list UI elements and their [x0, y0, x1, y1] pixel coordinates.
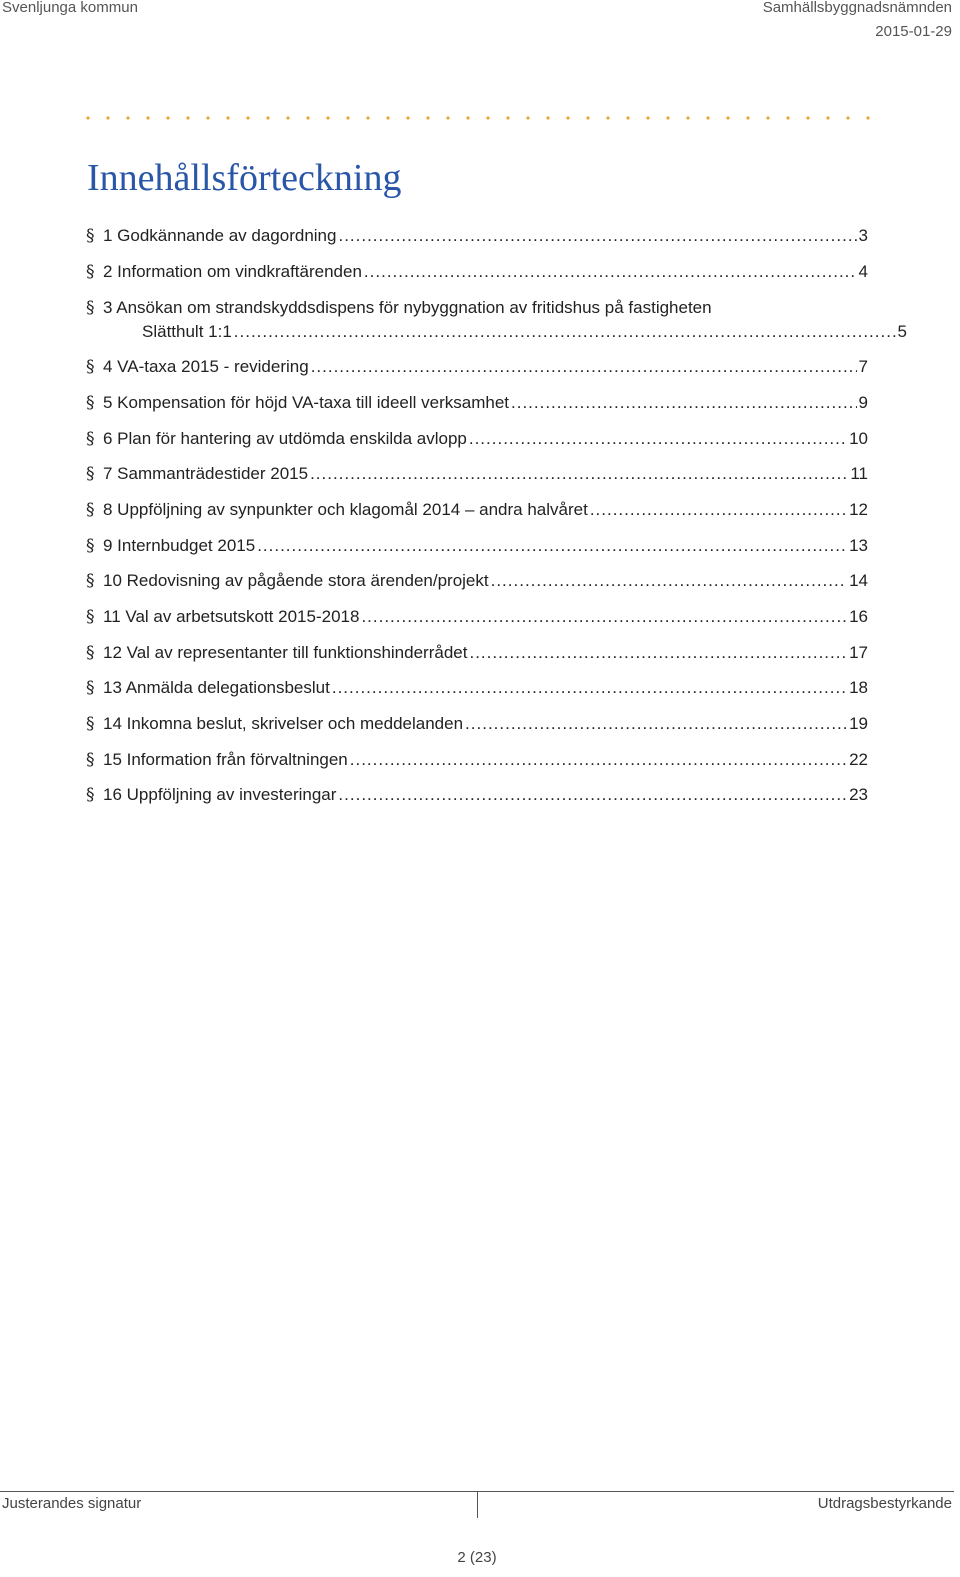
toc-item-title: 5 Kompensation för höjd VA-taxa till ideell verksamhet: [103, 393, 509, 412]
toc-item-page: 13: [849, 536, 868, 555]
section-icon: §: [86, 429, 95, 449]
toc-item-page: 4: [858, 262, 868, 281]
toc-item-page: 22: [849, 750, 868, 769]
toc-item-title: 3 Ansökan om strandskyddsdispens för nybyggnation av fritidshus på fastigheten: [103, 298, 712, 317]
section-icon: §: [86, 464, 95, 484]
toc-item-title-cont: Slätthult 1:1: [142, 322, 232, 341]
section-icon: §: [86, 393, 95, 413]
header-date: 2015-01-29: [875, 23, 952, 40]
toc-item-page: 16: [849, 607, 868, 626]
toc-item-page: 10: [849, 429, 868, 448]
section-icon: §: [86, 678, 95, 698]
section-icon: §: [86, 750, 95, 770]
toc-item-title: 13 Anmälda delegationsbeslut: [103, 678, 330, 697]
toc-item-title: 6 Plan för hantering av utdömda enskilda avlopp: [103, 429, 467, 448]
toc-item-title: 15 Information från förvaltningen: [103, 750, 348, 769]
section-icon: §: [86, 571, 95, 591]
toc-item-title: 10 Redovisning av pågående stora ärenden/projekt: [103, 571, 489, 590]
toc-item-page: 11: [850, 464, 868, 483]
section-icon: §: [86, 643, 95, 663]
toc-item-title: 1 Godkännande av dagordning: [103, 226, 337, 245]
section-icon: §: [86, 607, 95, 627]
section-icon: §: [86, 500, 95, 520]
section-icon: §: [86, 262, 95, 282]
toc-item-page: 5: [897, 322, 907, 341]
toc-item-title: 7 Sammanträdestider 2015: [103, 464, 309, 483]
toc-item-title: 16 Uppföljning av investeringar: [103, 785, 337, 804]
toc-item-page: 12: [849, 500, 868, 519]
toc-item-page: 19: [849, 714, 868, 733]
toc-item-page: 23: [849, 785, 868, 804]
toc-item-page: 3: [858, 226, 868, 245]
section-icon: §: [86, 714, 95, 734]
header-board: Samhällsbyggnadsnämnden: [762, 0, 952, 16]
footer-divider: [477, 1492, 478, 1518]
dotted-separator: [78, 116, 878, 120]
section-icon: §: [86, 298, 95, 318]
toc-item-title: 4 VA-taxa 2015 - revidering: [103, 357, 309, 376]
toc-item-page: 9: [858, 393, 868, 412]
page-title: Innehållsförteckning: [87, 157, 402, 199]
footer-signature-label: Justerandes signatur: [2, 1495, 142, 1512]
toc-item-title: 2 Information om vindkraftärenden: [103, 262, 362, 281]
page-number: 2 (23): [457, 1549, 497, 1566]
footer-certification-label: Utdragsbestyrkande: [817, 1495, 952, 1512]
toc-item-page: 18: [849, 678, 868, 697]
section-icon: §: [86, 536, 95, 556]
toc-item-page: 7: [858, 357, 868, 376]
toc-item-page: 17: [849, 643, 868, 662]
toc-item-title: 8 Uppföljning av synpunkter och klagomål 2014 – andra halvåret: [103, 500, 588, 519]
section-icon: §: [86, 785, 95, 805]
toc-item-title: 14 Inkomna beslut, skrivelser och meddelanden: [103, 714, 464, 733]
header-org: Svenljunga kommun: [2, 0, 138, 16]
toc-item-title: 11 Val av arbetsutskott 2015-2018: [103, 607, 360, 626]
section-icon: §: [86, 357, 95, 377]
toc-item-title: 9 Internbudget 2015: [103, 536, 256, 555]
toc-item-page: 14: [849, 571, 868, 590]
section-icon: §: [86, 226, 95, 246]
toc-item-title: 12 Val av representanter till funktionshinderrådet: [103, 643, 468, 662]
